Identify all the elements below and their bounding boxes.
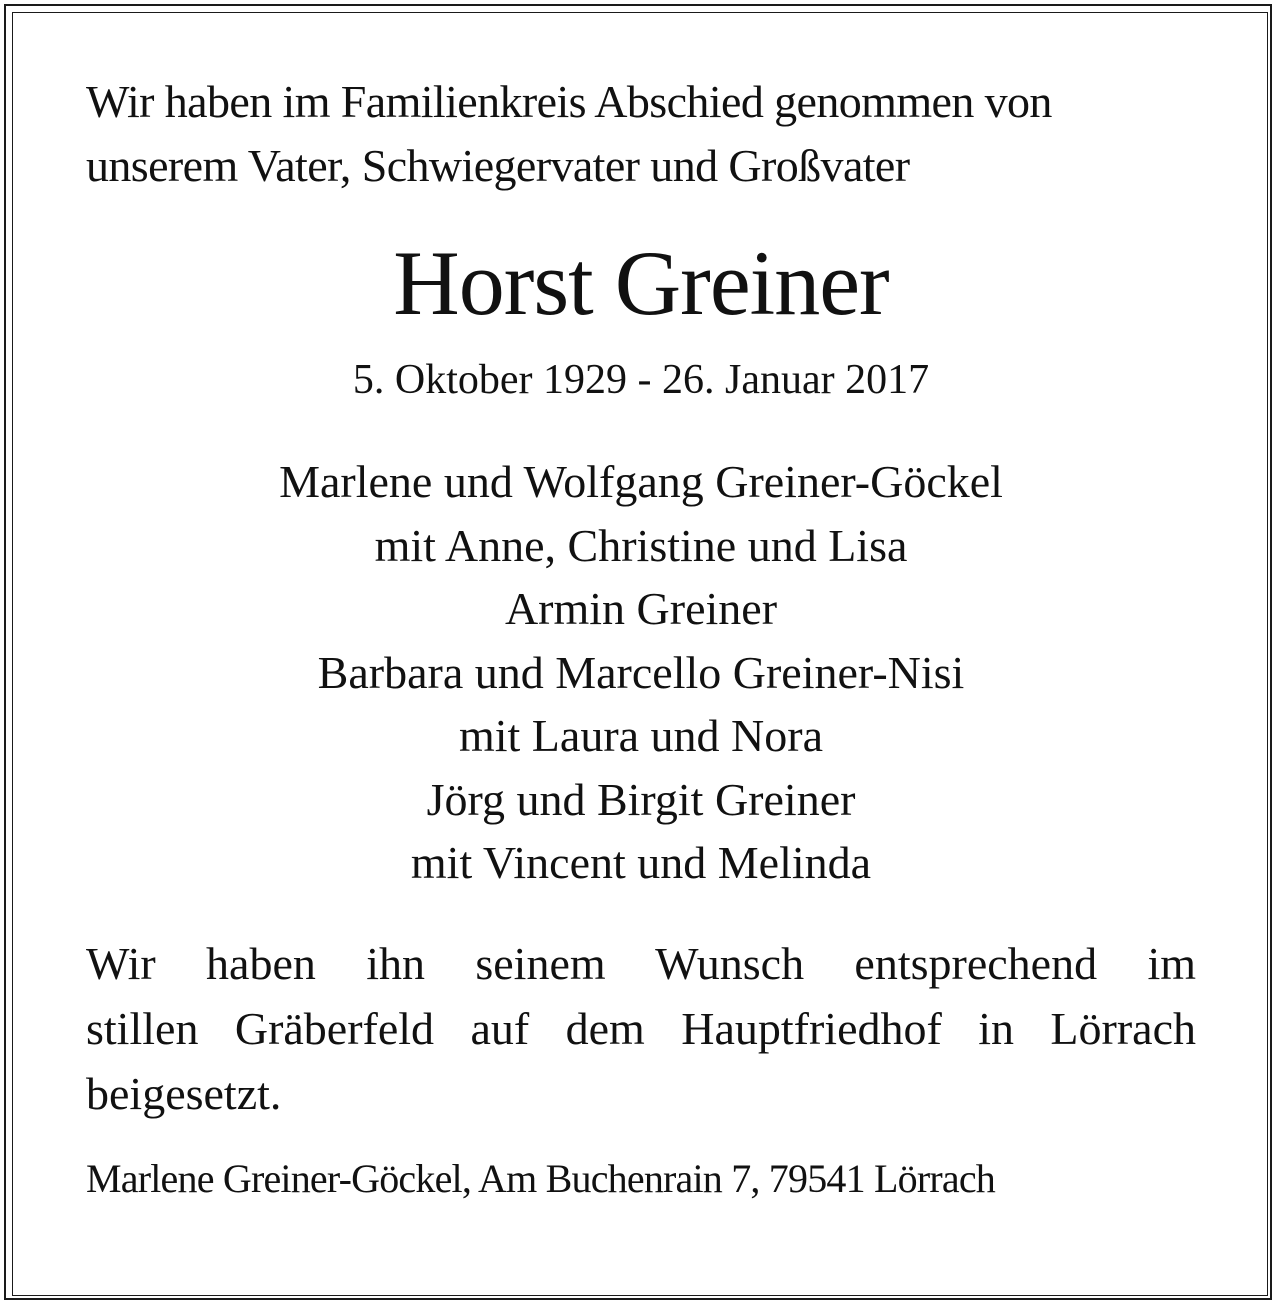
- intro-text: [86, 70, 1196, 198]
- family-line: mit Vincent und Melinda: [410, 837, 872, 888]
- burial-line: Wir haben ihn seinem Wunsch entsprechend im: [86, 937, 1196, 989]
- family-line: mit Anne, Christine und Lisa: [374, 519, 908, 571]
- family-line: Marlene und Wolfgang Greiner-Göckel: [279, 456, 1003, 507]
- life-dates: 5. Oktober 1929 - 26. Januar 2017: [352, 357, 930, 403]
- deceased-name: Horst Greiner: [393, 232, 889, 334]
- family-line: Jörg und Birgit Greiner: [426, 773, 856, 825]
- contact-address: Marlene Greiner-Göckel, Am Buchenrain 7, 79541 Lörrach: [86, 1155, 995, 1201]
- burial-text: [86, 931, 1196, 1126]
- obituary-notice: [86, 70, 1196, 1206]
- intro-line: Wir haben im Familienkreis Abschied genommen von: [86, 76, 1052, 127]
- family-line: Armin Greiner: [504, 583, 778, 634]
- burial-line: stillen Gräberfeld auf dem Hauptfriedhof in Lörrach: [86, 1002, 1196, 1054]
- burial-line: beigesetzt.: [86, 1067, 282, 1119]
- family-line: Barbara und Marcello Greiner-Nisi: [317, 646, 965, 698]
- family-line: mit Laura und Nora: [458, 710, 824, 761]
- intro-line: unserem Vater, Schwiegervater und Großvater: [86, 140, 910, 191]
- family-list: [86, 450, 1196, 895]
